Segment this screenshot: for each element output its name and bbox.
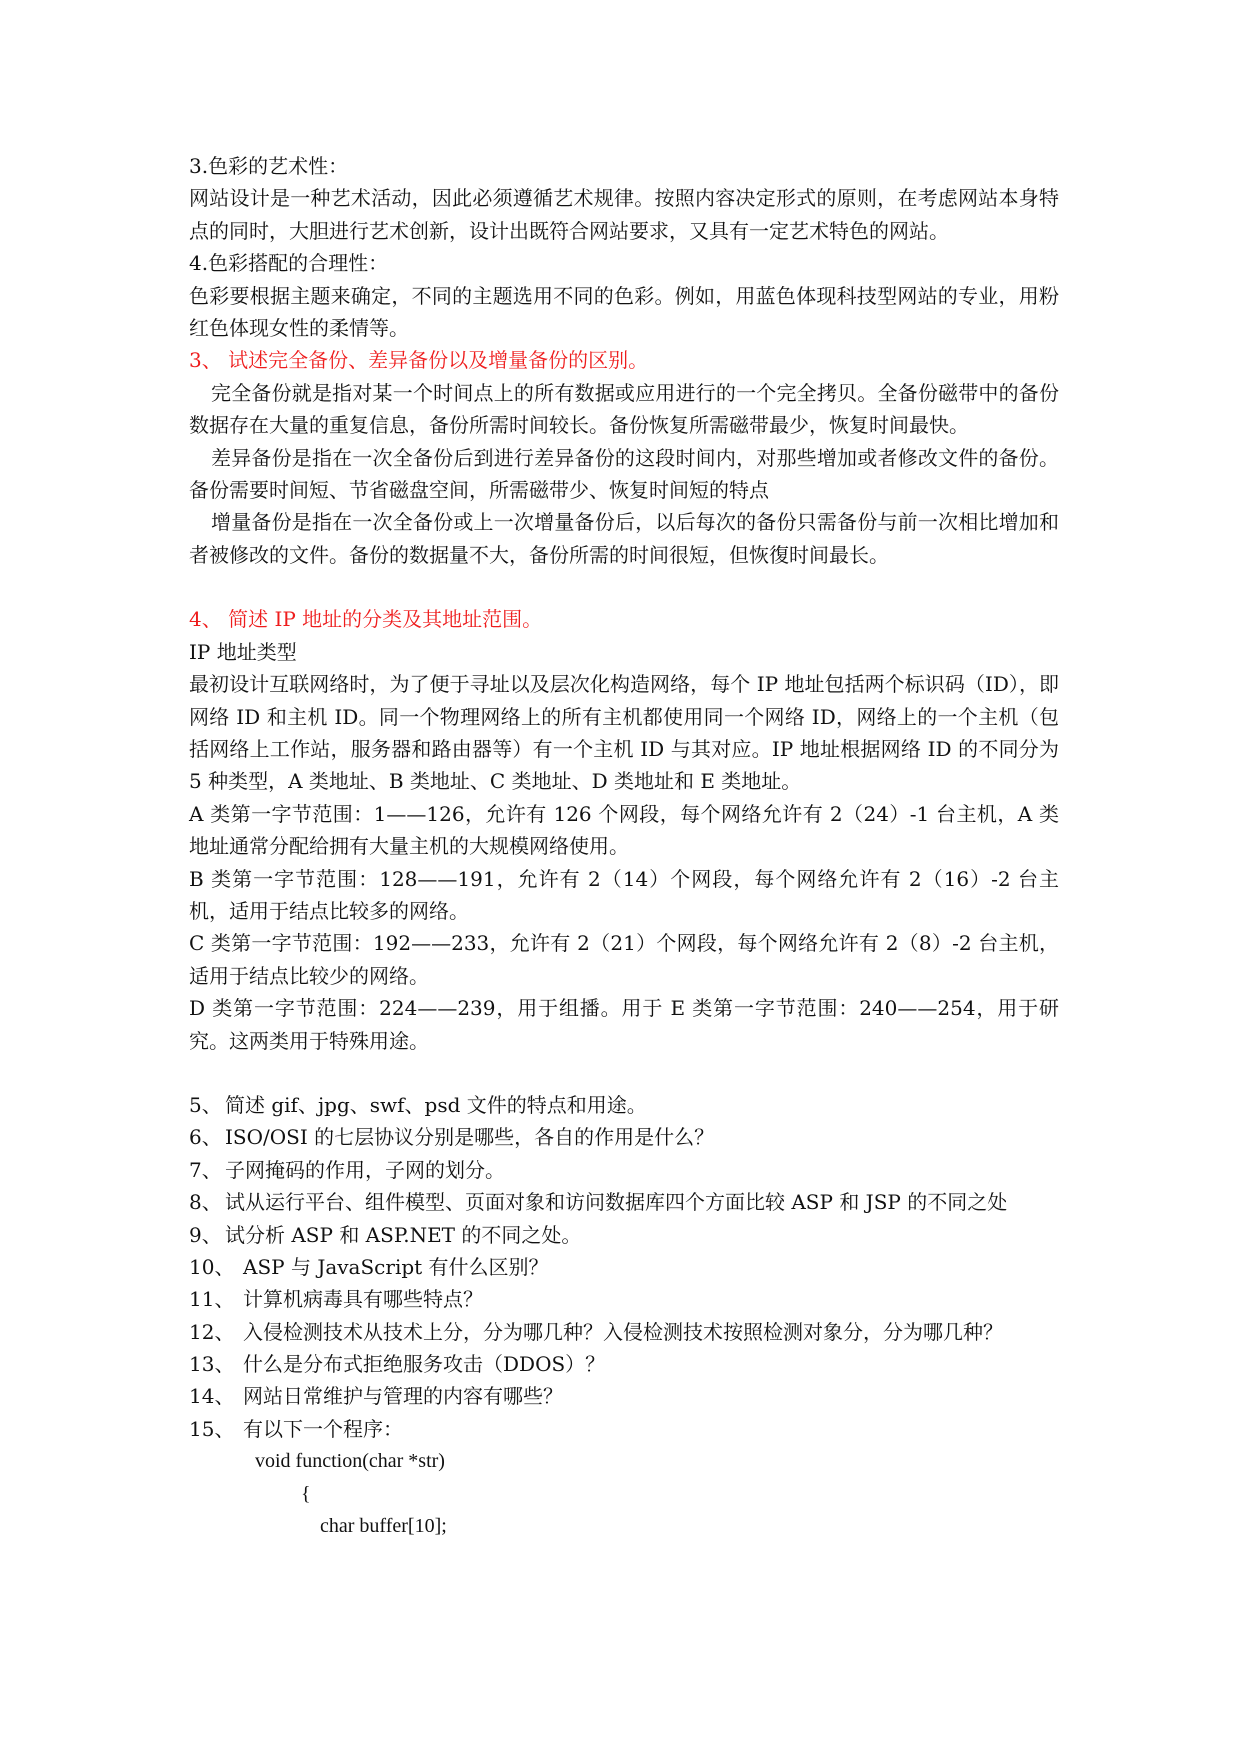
full-backup-paragraph: 完全备份就是指对某一个时间点上的所有数据或应用进行的一个完全拷贝。全备份磁带中的备份数据存在大量的重复信息，备份所需时间较长。备份恢复所需磁带最少，恢复时间最快。 bbox=[189, 380, 1059, 438]
question-number: 6、 bbox=[189, 1125, 222, 1150]
differential-backup-paragraph: 差异备份是指在一次全备份后到进行差异备份的这段时间内，对那些增加或者修改文件的备份。备份需要时间短、节省磁盘空间，所需磁带少、恢复时间短的特点 bbox=[189, 445, 1059, 503]
question-number: 7、 bbox=[189, 1157, 222, 1182]
question-text: ISO/OSI 的七层协议分别是哪些，各自的作用是什么？ bbox=[225, 1125, 715, 1150]
class-d-e-paragraph: D 类第一字节范围：224——239，用于组播。用于 E 类第一字节范围：240——254，用于研究。这两类用于特殊用途。 bbox=[189, 996, 1059, 1053]
class-a-paragraph: A 类第一字节范围：1——126，允许有 126 个网段，每个网络允许有 2（24）-1 台主机，A 类地址通常分配给拥有大量主机的大规模网络使用。 bbox=[189, 801, 1059, 859]
incremental-backup-paragraph: 增量备份是指在一次全备份或上一次增量备份后，以后每次的备份只需备份与前一次相比增加和者被修改的文件。备份的数据量不大，备份所需的时间很短，但恢復时间最长。 bbox=[189, 510, 1059, 567]
color-art-heading: 3.色彩的艺术性： bbox=[189, 154, 349, 178]
spacer bbox=[189, 571, 1059, 603]
question-text: 入侵检测技术从技术上分，分为哪几种？入侵检测技术按照检测对象分，分为哪几种？ bbox=[243, 1319, 1003, 1344]
question-number: 5、 bbox=[189, 1092, 222, 1117]
question-item bbox=[189, 1121, 1059, 1153]
question-item bbox=[189, 1348, 1059, 1380]
question-number: 15、 bbox=[189, 1416, 235, 1441]
question-number: 13、 bbox=[189, 1352, 235, 1377]
question-number: 14、 bbox=[189, 1384, 235, 1409]
question-text: 网站日常维护与管理的内容有哪些？ bbox=[243, 1384, 563, 1409]
question-text: ASP 与 JavaScript 有什么区别？ bbox=[243, 1254, 549, 1279]
class-b-paragraph: B 类第一字节范围：128——191，允许有 2（14）个网段，每个网络允许有 2（16）-2 台主机，适用于结点比较多的网络。 bbox=[189, 866, 1059, 923]
question-number: 9、 bbox=[189, 1222, 222, 1247]
question-item bbox=[189, 1219, 1059, 1251]
spacer bbox=[189, 1057, 1059, 1089]
question-item bbox=[189, 1380, 1059, 1412]
question-text: 试分析 ASP 和 ASP.NET 的不同之处。 bbox=[225, 1222, 582, 1247]
question-text: 试从运行平台、组件模型、页面对象和访问数据库四个方面比较 ASP 和 JSP 的不同之处 bbox=[225, 1190, 1008, 1215]
question-item bbox=[189, 1413, 1059, 1445]
question-text: 什么是分布式拒绝服务攻击（DDOS）？ bbox=[243, 1352, 606, 1377]
question-item bbox=[189, 1089, 1059, 1121]
question-number: 11、 bbox=[189, 1287, 235, 1312]
code-line: void function(char *str) bbox=[255, 1450, 445, 1473]
color-match-heading: 4.色彩搭配的合理性： bbox=[189, 251, 389, 276]
class-c-paragraph: C 类第一字节范围：192——233，允许有 2（21）个网段，每个网络允许有 2（8）-2 台主机，适用于结点比较少的网络。 bbox=[189, 931, 1059, 988]
code-line: { bbox=[301, 1482, 311, 1505]
question-text: 子网掩码的作用，子网的划分。 bbox=[225, 1157, 505, 1182]
question-text: 计算机病毒具有哪些特点？ bbox=[243, 1287, 483, 1312]
question-number: 10、 bbox=[189, 1254, 235, 1279]
question-4-title: 4、 简述 IP 地址的分类及其地址范围。 bbox=[189, 607, 543, 632]
ip-address-types-subtitle: IP 地址类型 bbox=[189, 639, 297, 664]
question-item bbox=[189, 1283, 1059, 1315]
question-item bbox=[189, 1316, 1059, 1348]
question-number: 8、 bbox=[189, 1190, 222, 1215]
ip-intro-paragraph: 最初设计互联网络时，为了便于寻址以及层次化构造网络，每个 IP 地址包括两个标识码（ID），即网络 ID 和主机 ID。同一个物理网络上的所有主机都使用同一个网络 ID，网络上的一个主机（包括网络上工作站，服务器和路由器等）有一个主机 ID 与其对应。IP 地址根据网络 ID 的不同分为 5 种类型，A 类地址、B 类地址、C 类地址、D 类地址和 E 类地址。 bbox=[189, 672, 1059, 794]
color-match-paragraph: 色彩要根据主题来确定，不同的主题选用不同的色彩。例如，用蓝色体现科技型网站的专业，用粉红色体现女性的柔情等。 bbox=[189, 283, 1059, 341]
code-line: char buffer[10]; bbox=[320, 1515, 447, 1538]
question-number: 12、 bbox=[189, 1319, 235, 1344]
color-art-paragraph: 网站设计是一种艺术活动，因此必须遵循艺术规律。按照内容决定形式的原则，在考虑网站本身特点的同时，大胆进行艺术创新，设计出既符合网站要求，又具有一定艺术特色的网站。 bbox=[189, 186, 1059, 243]
question-item bbox=[189, 1154, 1059, 1186]
question-text: 有以下一个程序： bbox=[243, 1416, 403, 1441]
question-item bbox=[189, 1186, 1059, 1218]
question-item bbox=[189, 1251, 1059, 1283]
question-text: 简述 gif、jpg、swf、psd 文件的特点和用途。 bbox=[225, 1092, 647, 1117]
question-3-title: 3、 试述完全备份、差异备份以及增量备份的区别。 bbox=[189, 348, 649, 373]
document-body bbox=[189, 150, 1059, 1542]
